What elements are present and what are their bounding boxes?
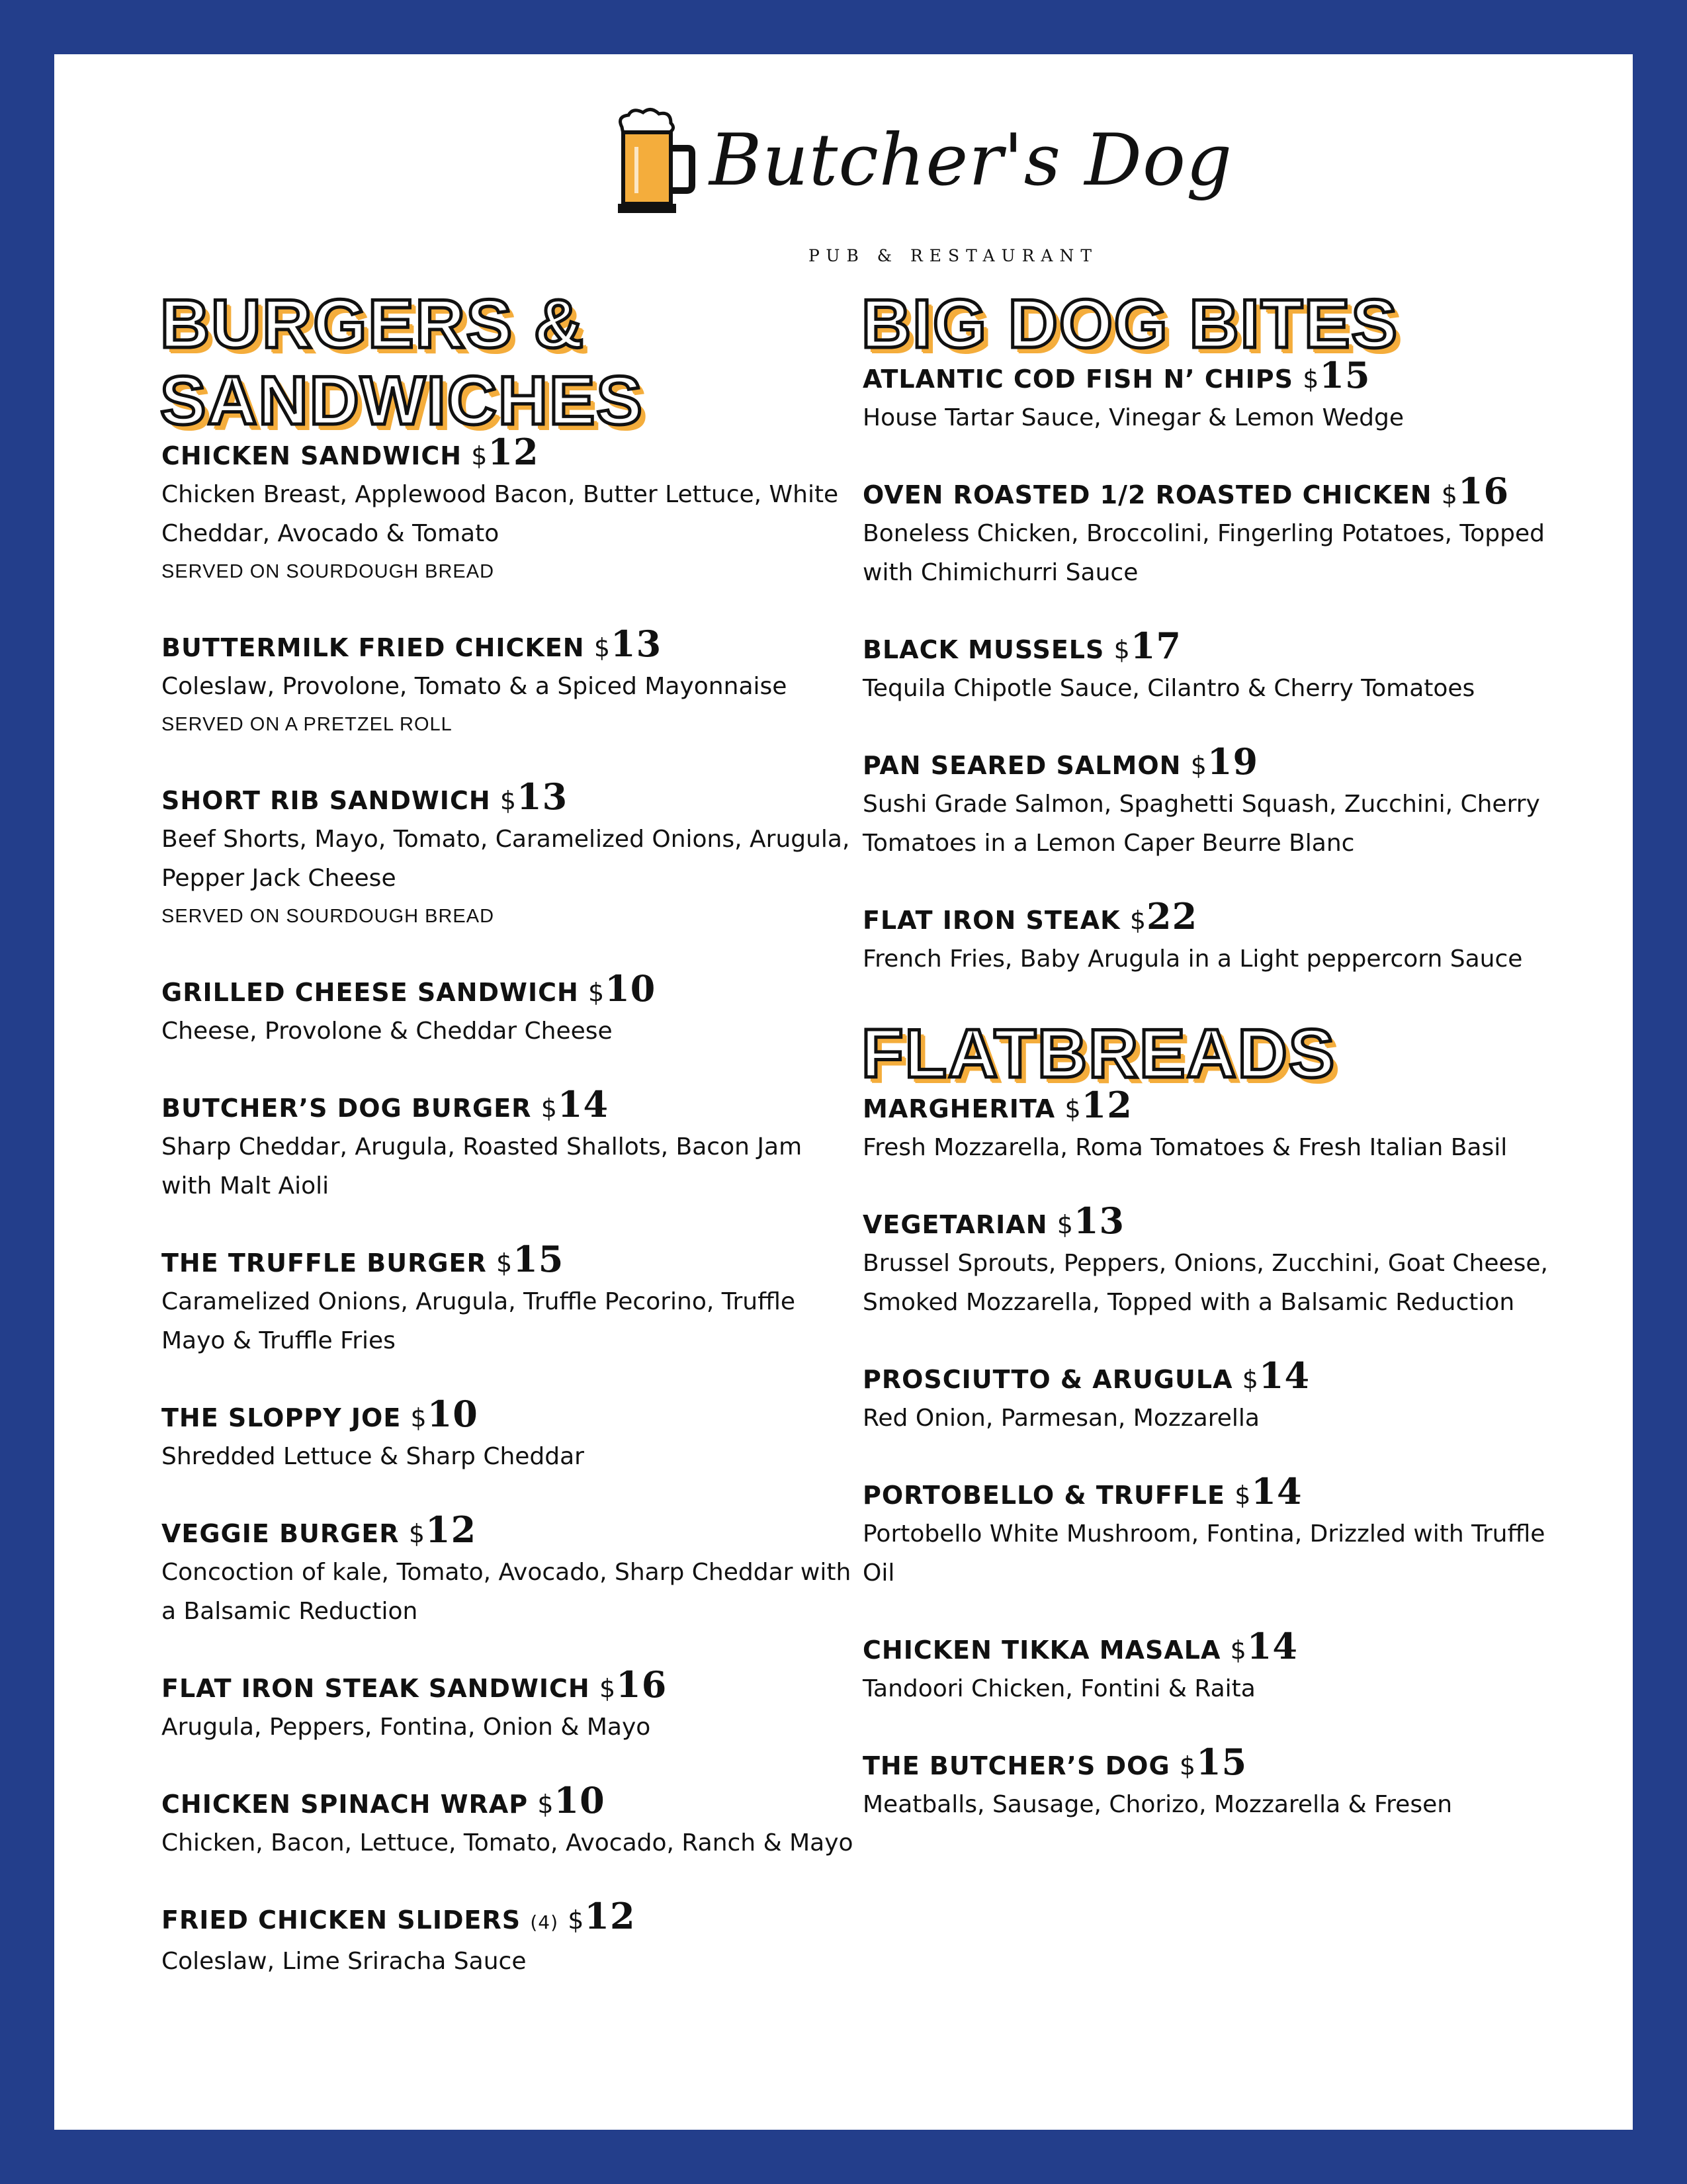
currency-symbol: $	[471, 441, 488, 470]
menu-item	[161, 1779, 856, 1862]
item-price: 12	[425, 1508, 477, 1551]
item-note: SERVED ON SOURDOUGH BREAD	[161, 561, 495, 582]
item-price: 15	[513, 1238, 564, 1280]
item-description: House Tartar Sauce, Vinegar & Lemon Wedge	[863, 404, 1405, 431]
item-price: 13	[517, 775, 568, 818]
item-description: Red Onion, Parmesan, Mozzarella	[863, 1405, 1260, 1432]
item-price: 14	[1258, 1354, 1311, 1397]
item-name: BLACK MUSSELS	[863, 635, 1105, 664]
section-title-bites: BIG DOG BITES	[861, 286, 1399, 363]
currency-symbol: $	[1179, 1751, 1197, 1780]
section-title-flatbreads: FLATBREADS	[861, 1016, 1336, 1092]
item-description: Brussel Sprouts, Peppers, Onions, Zucchini, Goat Cheese, Smoked Mozzarella, Topped with a Balsamic Reduction	[863, 1250, 1548, 1316]
menu-page	[54, 54, 1633, 2130]
item-description: Beef Shorts, Mayo, Tomato, Caramelized Onions, Arugula, Pepper Jack Cheese	[161, 826, 850, 892]
item-description: Sushi Grade Salmon, Spaghetti Squash, Zucchini, Cherry Tomatoes in a Lemon Caper Beurre Blanc	[863, 791, 1540, 857]
currency-symbol: $	[1303, 365, 1320, 394]
currency-symbol: $	[1441, 480, 1458, 509]
item-price: 16	[1457, 470, 1510, 512]
section-title-line: SANDWICHES	[160, 363, 644, 439]
item-price: 22	[1146, 895, 1198, 938]
menu-item	[161, 1663, 856, 1747]
item-name: SHORT RIB SANDWICH	[161, 786, 491, 815]
logo	[610, 107, 1233, 286]
item-description: Coleslaw, Lime Sriracha Sauce	[161, 1948, 527, 1975]
menu-item	[863, 740, 1577, 863]
item-name: THE TRUFFLE BURGER	[161, 1248, 487, 1278]
currency-symbol: $	[1242, 1365, 1259, 1394]
item-price: 14	[557, 1083, 609, 1125]
beer-mug-icon	[610, 107, 696, 220]
item-name: FLAT IRON STEAK	[863, 906, 1121, 935]
item-description: Arugula, Peppers, Fontina, Onion & Mayo	[161, 1714, 651, 1741]
menu-item	[863, 1625, 1577, 1708]
menu-item	[161, 431, 856, 590]
item-price: 15	[1196, 1741, 1248, 1783]
currency-symbol: $	[408, 1519, 425, 1548]
currency-symbol: $	[1230, 1636, 1247, 1665]
brand-tagline: PUB & RESTAURANT	[808, 246, 1099, 265]
item-name: BUTCHER’S DOG BURGER	[161, 1094, 532, 1123]
currency-symbol: $	[496, 1248, 513, 1278]
menu-item	[863, 470, 1577, 592]
item-description: Chicken, Bacon, Lettuce, Tomato, Avocado, Ranch & Mayo	[161, 1829, 853, 1856]
currency-symbol: $	[568, 1905, 585, 1935]
section-title-burgers	[160, 286, 856, 439]
currency-symbol: $	[541, 1094, 558, 1123]
menu-item	[161, 775, 856, 935]
menu-item	[863, 1741, 1577, 1824]
item-name: CHICKEN SPINACH WRAP	[161, 1790, 529, 1819]
menu-item	[161, 1238, 856, 1360]
menu-list-burgers	[161, 431, 856, 1981]
menu-item	[863, 1354, 1577, 1438]
item-description: Tequila Chipotle Sauce, Cilantro & Cherry Tomatoes	[863, 675, 1475, 702]
item-description: Portobello White Mushroom, Fontina, Drizzled with Truffle Oil	[863, 1520, 1545, 1587]
menu-item	[161, 1895, 856, 1981]
item-price: 14	[1251, 1470, 1303, 1512]
currency-symbol: $	[1129, 906, 1147, 935]
item-name: THE SLOPPY JOE	[161, 1403, 402, 1432]
item-name: PROSCIUTTO & ARUGULA	[863, 1365, 1233, 1394]
currency-symbol: $	[1234, 1481, 1252, 1510]
currency-symbol: $	[1113, 635, 1131, 664]
item-price: 16	[616, 1663, 668, 1706]
item-description: Boneless Chicken, Broccolini, Fingerling Potatoes, Topped with Chimichurri Sauce	[863, 520, 1545, 586]
item-name: OVEN ROASTED 1/2 ROASTED CHICKEN	[863, 480, 1432, 509]
currency-symbol: $	[599, 1674, 617, 1703]
item-price: 19	[1207, 740, 1259, 783]
item-name: GRILLED CHEESE SANDWICH	[161, 978, 579, 1007]
menu-item	[161, 1508, 856, 1631]
item-price: 12	[1081, 1084, 1133, 1126]
item-price: 13	[611, 623, 662, 665]
menu-item	[863, 895, 1577, 979]
item-description: Meatballs, Sausage, Chorizo, Mozzarella & Fresen	[863, 1791, 1453, 1818]
column-right	[863, 286, 1577, 1861]
currency-symbol: $	[1064, 1094, 1082, 1123]
item-price: 10	[427, 1393, 478, 1435]
menu-item	[863, 1084, 1577, 1167]
brand-name: Butcher's Dog	[709, 119, 1233, 202]
menu-item	[863, 625, 1577, 708]
menu-list-bites	[863, 354, 1577, 979]
item-name: BUTTERMILK FRIED CHICKEN	[161, 633, 585, 662]
currency-symbol: $	[537, 1790, 554, 1819]
menu-item	[161, 1083, 856, 1205]
menu-item	[863, 1470, 1577, 1593]
item-name: MARGHERITA	[863, 1094, 1056, 1123]
item-name: VEGETARIAN	[863, 1210, 1048, 1239]
item-description: Caramelized Onions, Arugula, Truffle Pecorino, Truffle Mayo & Truffle Fries	[161, 1288, 796, 1354]
currency-symbol: $	[593, 633, 611, 662]
item-description: Fresh Mozzarella, Roma Tomatoes & Fresh Italian Basil	[863, 1134, 1508, 1161]
item-description: Coleslaw, Provolone, Tomato & a Spiced Mayonnaise	[161, 673, 787, 700]
item-name: PORTOBELLO & TRUFFLE	[863, 1481, 1225, 1510]
item-name: FLAT IRON STEAK SANDWICH	[161, 1674, 590, 1703]
item-price: 12	[488, 431, 539, 473]
menu-item	[863, 1200, 1577, 1322]
item-price: 13	[1073, 1200, 1125, 1242]
item-description: Sharp Cheddar, Arugula, Roasted Shallots, Bacon Jam with Malt Aioli	[161, 1133, 802, 1200]
currency-symbol: $	[588, 978, 605, 1007]
currency-symbol: $	[1190, 751, 1207, 780]
currency-symbol: $	[499, 786, 517, 815]
currency-symbol: $	[410, 1403, 427, 1432]
item-description: Tandoori Chicken, Fontini & Raita	[863, 1675, 1256, 1702]
item-note: SERVED ON A PRETZEL ROLL	[161, 714, 453, 735]
item-name: FRIED CHICKEN SLIDERS	[161, 1905, 521, 1935]
currency-symbol: $	[1057, 1210, 1074, 1239]
item-price: 10	[554, 1779, 605, 1821]
item-description: French Fries, Baby Arugula in a Light peppercorn Sauce	[863, 945, 1523, 973]
item-name: PAN SEARED SALMON	[863, 751, 1182, 780]
item-description: Concoction of kale, Tomato, Avocado, Sharp Cheddar with a Balsamic Reduction	[161, 1559, 851, 1625]
item-description: Cheese, Provolone & Cheddar Cheese	[161, 1018, 613, 1045]
item-price: 17	[1130, 625, 1182, 667]
section-title-line: BURGERS &	[160, 286, 585, 363]
item-description: Shredded Lettuce & Sharp Cheddar	[161, 1443, 584, 1470]
menu-item	[161, 967, 856, 1051]
item-name: CHICKEN TIKKA MASALA	[863, 1636, 1221, 1665]
item-name: VEGGIE BURGER	[161, 1519, 400, 1548]
item-price: 10	[605, 967, 656, 1010]
item-name: THE BUTCHER’S DOG	[863, 1751, 1170, 1780]
menu-item	[161, 1393, 856, 1476]
item-description: Chicken Breast, Applewood Bacon, Butter Lettuce, White Cheddar, Avocado & Tomato	[161, 481, 839, 547]
menu-item	[161, 623, 856, 743]
menu-list-flatbreads	[863, 1084, 1577, 1824]
item-price: 15	[1319, 354, 1371, 396]
item-name: CHICKEN SANDWICH	[161, 441, 462, 470]
item-name: ATLANTIC COD FISH N’ CHIPS	[863, 365, 1293, 394]
item-price: 12	[584, 1895, 636, 1937]
column-left	[161, 286, 856, 2018]
menu-item	[863, 354, 1577, 437]
item-note: SERVED ON SOURDOUGH BREAD	[161, 906, 495, 927]
item-price: 14	[1246, 1625, 1298, 1667]
item-quantity: (4)	[530, 1911, 558, 1933]
